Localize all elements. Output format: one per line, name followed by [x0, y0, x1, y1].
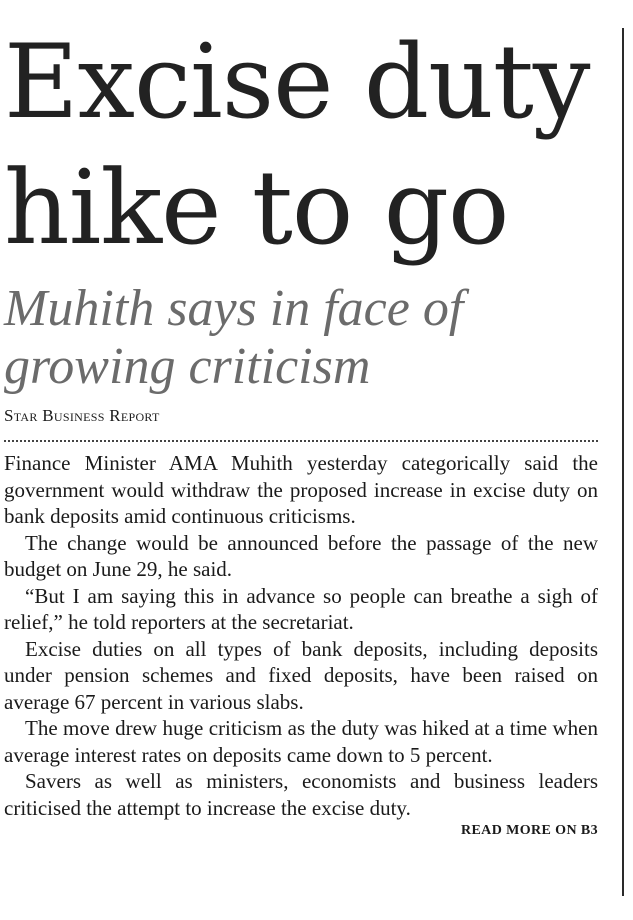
paragraph: Excise duties on all types of bank deposits, including deposits under pension schemes and fixed deposits, have been raised on average 67 percent in various slabs. — [4, 636, 598, 714]
paragraph: The move drew huge criticism as the duty was hiked at a time when average interest rates on deposits came down to 5 percent. — [4, 716, 598, 767]
article-body — [4, 450, 598, 821]
byline: Star Business Report — [4, 406, 160, 425]
headline — [4, 20, 598, 272]
column-rule — [622, 28, 624, 896]
subheadline — [4, 280, 598, 396]
paragraph: Savers as well as ministers, economists and business leaders criticised the attempt to increase the excise duty. — [4, 769, 598, 820]
subheadline-line-2: growing criticism — [4, 338, 371, 395]
article-column — [4, 20, 598, 839]
paragraph: “But I am saying this in advance so people can breathe a sigh of relief,” he told reporters at the secretariat. — [4, 583, 598, 634]
headline-line-1: Excise duty — [4, 23, 590, 142]
dotted-divider — [4, 440, 598, 442]
read-more-link[interactable]: READ MORE ON B3 — [460, 823, 598, 838]
subheadline-line-1: Muhith says in face of — [4, 280, 464, 337]
paragraph: The change would be announced before the passage of the new budget on June 29, he said. — [4, 530, 598, 581]
headline-line-2: hike to go — [4, 149, 509, 268]
paragraph: Finance Minister AMA Muhith yesterday categorically said the government would withdraw the proposed increase in excise duty on bank deposits amid continuous criticisms. — [4, 451, 598, 528]
